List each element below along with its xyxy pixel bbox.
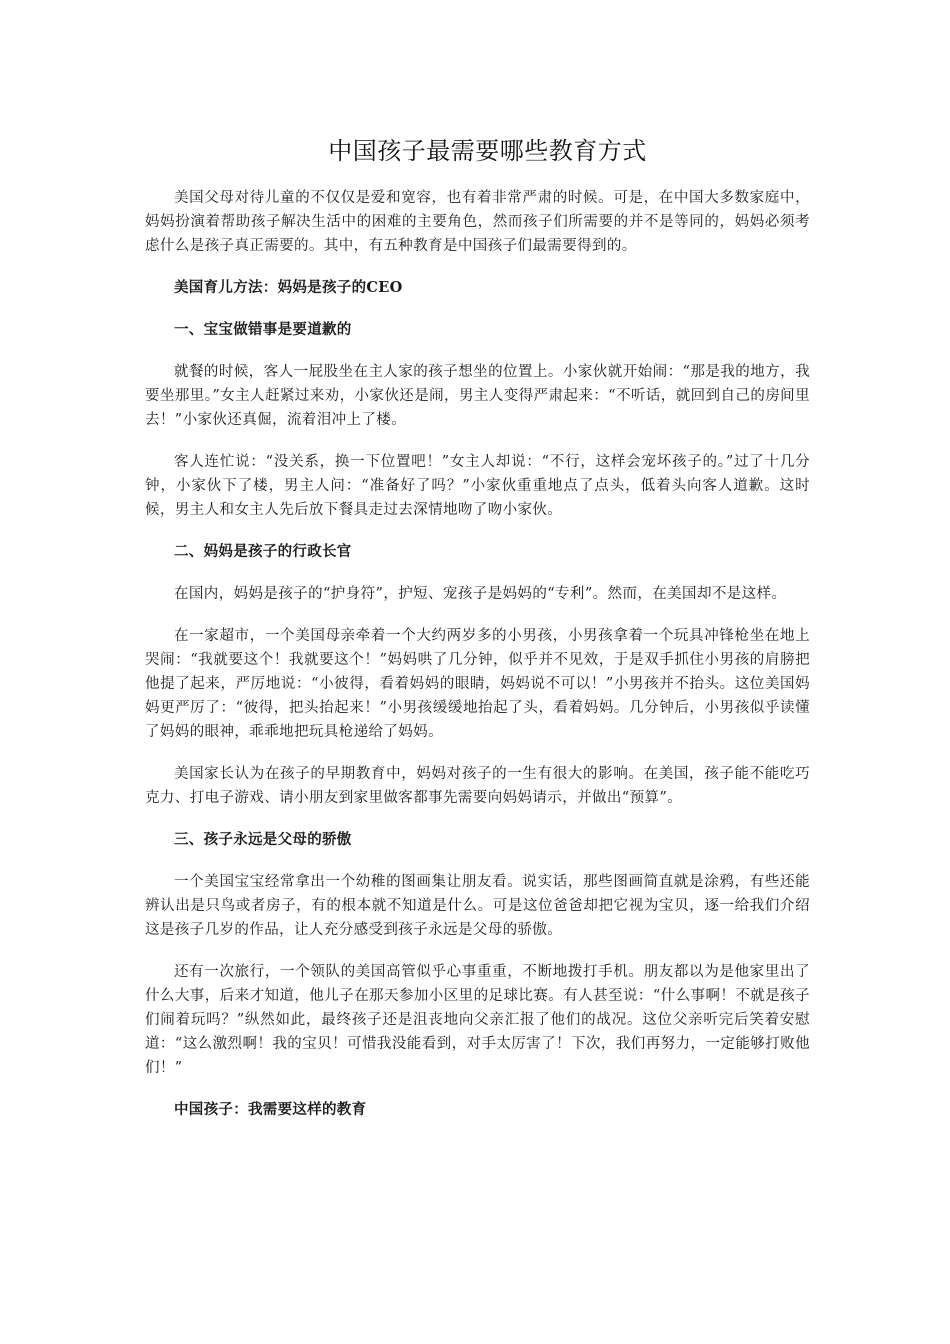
paragraph-intro: 美国父母对待儿童的不仅仅是爱和宽容，也有着非常严肃的时候。可是，在中国大多数家庭中，妈妈扮演着帮助孩子解决生活中的困难的主要角色，然而孩子们所需要的并不是等同的，妈妈必须考虑什么是孩子真正需要的。其中，有五种教育是中国孩子们最需要得到的。 [145, 190, 810, 254]
paragraph: 在一家超市，一个美国母亲牵着一个大约两岁多的小男孩，小男孩拿着一个玩具冲锋枪坐在地上哭闹：“我就要这个！我就要这个！”妈妈哄了几分钟，似乎并不见效，于是双手抓住小男孩的肩膀把他提了起来，严厉地说：“小彼得，看着妈妈的眼睛，妈妈说不可以！”小男孩并不抬头。这位美国妈妈更严厉了：“彼得，把头抬起来！”小男孩缓缓地抬起了头，看着妈妈。几分钟后，小男孩似乎读懂了妈妈的眼神，乖乖地把玩具枪递给了妈妈。 [145, 628, 810, 740]
paragraph: 还有一次旅行，一个领队的美国高管似乎心事重重，不断地拨打手机。朋友都以为是他家里出了什么大事，后来才知道，他儿子在那天参加小区里的足球比赛。有人甚至说：“什么事啊！不就是孩子们闹着玩吗？”纵然如此，最终孩子还是沮丧地向父亲汇报了他们的战况。这位父亲听完后笑着安慰道：“这么激烈啊！我的宝贝！可惜我没能看到，对手太厉害了！下次，我们再努力，一定能够打败他们！” [145, 964, 810, 1076]
section-heading-executive: 二、妈妈是孩子的行政长官 [174, 543, 352, 560]
paragraph: 客人连忙说：“没关系，换一下位置吧！”女主人却说：“不行，这样会宠坏孩子的。”过了十几分钟，小家伙下了楼，男主人问：“准备好了吗？”小家伙重重地点了点头，低着头向客人道歉。这时候，男主人和女主人先后放下餐具走过去深情地吻了吻小家伙。 [145, 454, 810, 518]
section-heading-apologize: 一、宝宝做错事是要道歉的 [174, 321, 352, 338]
section-heading-pride: 三、孩子永远是父母的骄傲 [174, 831, 352, 848]
document-body [145, 186, 810, 1140]
document-title: 中国孩子最需要哪些教育方式 [328, 137, 647, 165]
paragraph: 美国家长认为在孩子的早期教育中，妈妈对孩子的一生有很大的影响。在美国，孩子能不能吃巧克力、打电子游戏、请小朋友到家里做客都事先需要向妈妈请示，并做出“预算”。 [145, 766, 810, 806]
section-heading-ceo: 美国育儿方法：妈妈是孩子的CEO [174, 279, 403, 296]
section-heading-chinese-children: 中国孩子：我需要这样的教育 [174, 1101, 367, 1118]
paragraph: 在国内，妈妈是孩子的“护身符”，护短、宠孩子是妈妈的“专利”。然而，在美国却不是这样。 [174, 586, 787, 602]
paragraph: 就餐的时候，客人一屁股坐在主人家的孩子想坐的位置上。小家伙就开始闹：“那是我的地方，我要坐那里。”女主人赶紧过来劝，小家伙还是闹，男主人变得严肃起来：“不听话，就回到自己的房间里去！”小家伙还真倔，流着泪冲上了楼。 [145, 364, 810, 428]
paragraph: 一个美国宝宝经常拿出一个幼稚的图画集让朋友看。说实话，那些图画简直就是涂鸦，有些还能辨认出是只鸟或者房子，有的根本就不知道是什么。可是这位爸爸却把它视为宝贝，逐一给我们介绍这是孩子几岁的作品，让人充分感受到孩子永远是父母的骄傲。 [145, 874, 810, 938]
